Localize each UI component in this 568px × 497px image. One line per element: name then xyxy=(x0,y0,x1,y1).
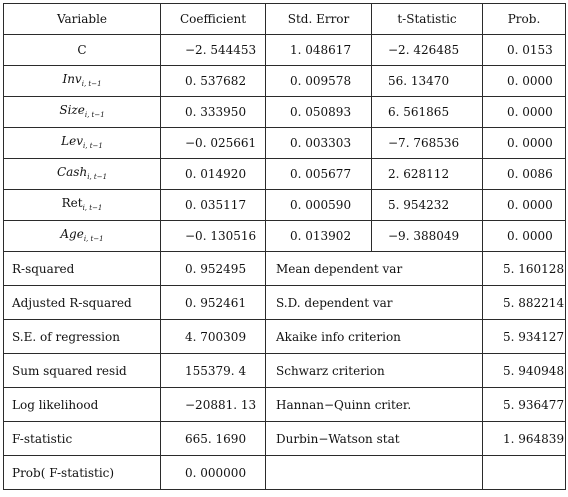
variable-cell xyxy=(4,128,161,159)
variable-cell xyxy=(4,221,161,252)
stat-value: −20881. 13 xyxy=(161,388,266,422)
stat-label-right: Mean dependent var xyxy=(266,252,483,286)
coefficient-row xyxy=(4,221,566,252)
summary-stat-row xyxy=(4,320,566,354)
prob-value: 0. 0153 xyxy=(483,35,566,66)
stat-value-right xyxy=(483,456,566,490)
coefficient-row xyxy=(4,159,566,190)
variable-cell xyxy=(4,35,161,66)
stat-label: R-squared xyxy=(4,252,161,286)
header-prob: Prob. xyxy=(483,4,566,35)
stat-label-right: Schwarz criterion xyxy=(266,354,483,388)
stat-label-right xyxy=(266,456,483,490)
variable-name: C xyxy=(77,43,87,57)
variable-subscript: i, t−1 xyxy=(84,110,105,119)
stat-value: 155379. 4 xyxy=(161,354,266,388)
header-std-error: Std. Error xyxy=(266,4,372,35)
t-statistic-value: 5. 954232 xyxy=(372,190,483,221)
t-statistic-value: −9. 388049 xyxy=(372,221,483,252)
std-error-value: 0. 005677 xyxy=(266,159,372,190)
stat-value-right: 5. 160128 xyxy=(483,252,566,286)
stat-value-right: 5. 882214 xyxy=(483,286,566,320)
variable-cell xyxy=(4,190,161,221)
coefficient-row xyxy=(4,66,566,97)
header-variable: Variable xyxy=(4,4,161,35)
stat-label-right: Hannan−Quinn criter. xyxy=(266,388,483,422)
stat-value-right: 5. 936477 xyxy=(483,388,566,422)
coefficient-value: 0. 537682 xyxy=(161,66,266,97)
summary-stat-row xyxy=(4,422,566,456)
header-row xyxy=(4,4,566,35)
stat-label: Prob( F-statistic) xyxy=(4,456,161,490)
stat-label: Sum squared resid xyxy=(4,354,161,388)
t-statistic-value: 2. 628112 xyxy=(372,159,483,190)
t-statistic-value: 56. 13470 xyxy=(372,66,483,97)
stat-value: 0. 952495 xyxy=(161,252,266,286)
stat-value: 4. 700309 xyxy=(161,320,266,354)
stat-value: 0. 952461 xyxy=(161,286,266,320)
t-statistic-value: 6. 561865 xyxy=(372,97,483,128)
coefficient-row xyxy=(4,97,566,128)
variable-subscript: i, t−1 xyxy=(87,172,108,181)
std-error-value: 1. 048617 xyxy=(266,35,372,66)
prob-value: 0. 0000 xyxy=(483,221,566,252)
variable-cell xyxy=(4,66,161,97)
summary-stat-row xyxy=(4,388,566,422)
coefficient-row xyxy=(4,190,566,221)
coefficient-value: 0. 014920 xyxy=(161,159,266,190)
variable-name: Ret xyxy=(61,195,83,210)
stat-label: S.E. of regression xyxy=(4,320,161,354)
prob-value: 0. 0000 xyxy=(483,97,566,128)
std-error-value: 0. 013902 xyxy=(266,221,372,252)
variable-subscript: i, t−1 xyxy=(83,141,103,150)
std-error-value: 0. 009578 xyxy=(266,66,372,97)
stat-value-right: 1. 964839 xyxy=(483,422,566,456)
std-error-value: 0. 000590 xyxy=(266,190,372,221)
std-error-value: 0. 003303 xyxy=(266,128,372,159)
variable-cell xyxy=(4,97,161,128)
summary-stat-row xyxy=(4,286,566,320)
t-statistic-value: −2. 426485 xyxy=(372,35,483,66)
t-statistic-value: −7. 768536 xyxy=(372,128,483,159)
coefficient-row xyxy=(4,35,566,66)
stat-label: Adjusted R-squared xyxy=(4,286,161,320)
variable-cell xyxy=(4,159,161,190)
coefficient-value: 0. 333950 xyxy=(161,97,266,128)
variable-name: Cash xyxy=(56,164,88,179)
prob-value: 0. 0086 xyxy=(483,159,566,190)
stat-label: F-statistic xyxy=(4,422,161,456)
coefficient-value: −0. 025661 xyxy=(161,128,266,159)
summary-stat-row xyxy=(4,252,566,286)
stat-label: Log likelihood xyxy=(4,388,161,422)
stat-value-right: 5. 940948 xyxy=(483,354,566,388)
variable-subscript: i, t−1 xyxy=(82,203,103,212)
regression-table xyxy=(3,3,566,490)
variable-name: Inv xyxy=(62,71,82,86)
stat-label-right: S.D. dependent var xyxy=(266,286,483,320)
header-coefficient: Coefficient xyxy=(161,4,266,35)
coefficient-value: −0. 130516 xyxy=(161,221,266,252)
coefficient-row xyxy=(4,128,566,159)
stat-label-right: Durbin−Watson stat xyxy=(266,422,483,456)
std-error-value: 0. 050893 xyxy=(266,97,372,128)
prob-value: 0. 0000 xyxy=(483,66,566,97)
prob-value: 0. 0000 xyxy=(483,190,566,221)
variable-subscript: i, t−1 xyxy=(83,234,104,243)
summary-stat-row xyxy=(4,354,566,388)
summary-stat-row xyxy=(4,456,566,490)
prob-value: 0. 0000 xyxy=(483,128,566,159)
coefficient-value: −2. 544453 xyxy=(161,35,266,66)
variable-name: Lev xyxy=(61,133,84,148)
stat-value: 665. 1690 xyxy=(161,422,266,456)
variable-subscript: i, t−1 xyxy=(81,79,102,88)
coefficient-value: 0. 035117 xyxy=(161,190,266,221)
stat-value-right: 5. 934127 xyxy=(483,320,566,354)
header-t-statistic: t-Statistic xyxy=(372,4,483,35)
variable-name: Age xyxy=(60,226,84,241)
variable-name: Size xyxy=(59,102,85,117)
stat-value: 0. 000000 xyxy=(161,456,266,490)
stat-label-right: Akaike info criterion xyxy=(266,320,483,354)
